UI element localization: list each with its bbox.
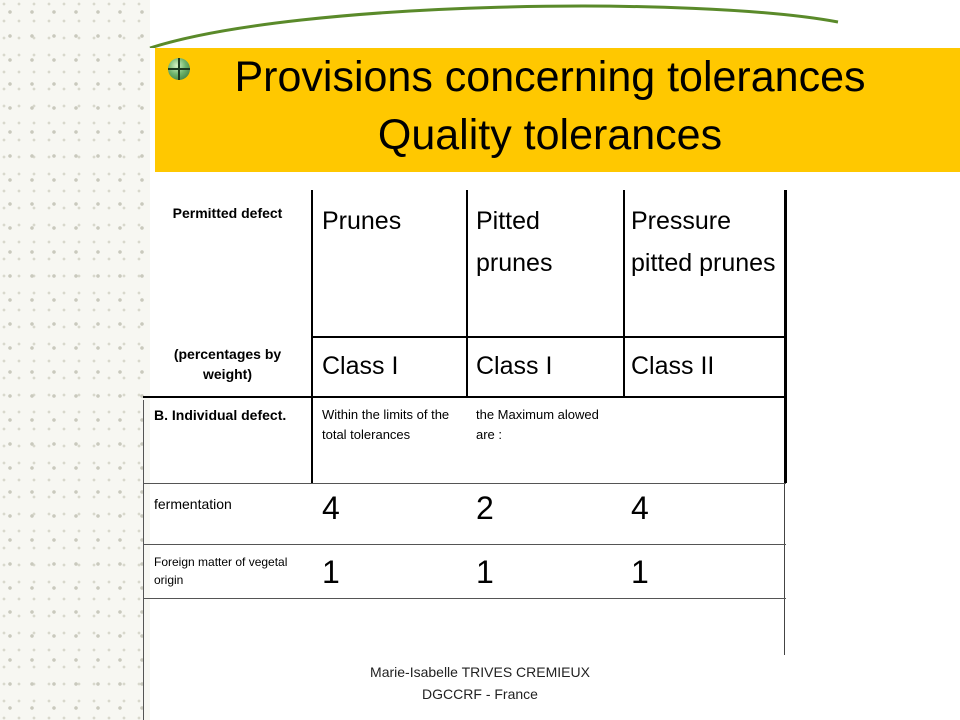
table-line	[623, 190, 625, 397]
section-label: B. Individual defect.	[154, 407, 287, 423]
table-line	[143, 483, 786, 484]
column-header-prunes: Prunes	[322, 207, 402, 235]
title-line-2: Quality tolerances	[377, 111, 723, 159]
section-note-2: the Maximum alowed are :	[476, 407, 599, 442]
section-note-1: Within the limits of the total tolerances	[322, 407, 450, 442]
class-prunes: Class I	[322, 352, 399, 380]
class-pitted-prunes: Class I	[476, 352, 553, 380]
decorative-curve	[0, 0, 960, 48]
footer-author: Marie-Isabelle TRIVES CREMIEUX	[370, 664, 590, 680]
table-line	[313, 336, 786, 338]
table-line	[143, 396, 786, 398]
cell-fermentation-pressure: 4	[631, 490, 649, 526]
cell-fermentation-prunes: 4	[322, 490, 340, 526]
table-line	[143, 544, 786, 545]
column-header-pressure-pitted-prunes: Pressure pitted prunes	[631, 207, 776, 277]
percentages-label: (percentages by weight)	[173, 346, 282, 382]
cell-foreign-pitted: 1	[476, 554, 494, 590]
row-label-foreign-matter: Foreign matter of vegetal origin	[154, 555, 288, 587]
row-label-fermentation: fermentation	[154, 496, 232, 512]
slide-title	[150, 48, 950, 164]
permitted-defect-label: Permitted defect	[172, 205, 283, 221]
table-line	[466, 190, 468, 397]
cell-foreign-pressure: 1	[631, 554, 649, 590]
cell-foreign-prunes: 1	[322, 554, 340, 590]
decorative-pattern-strip	[0, 0, 150, 720]
column-header-pitted-prunes: Pitted prunes	[476, 207, 553, 277]
class-pressure-pitted-prunes: Class II	[631, 352, 715, 380]
footer-organization: DGCCRF - France	[422, 686, 538, 702]
cell-fermentation-pitted: 2	[476, 490, 494, 526]
table-line	[143, 598, 786, 599]
title-line-1: Provisions concerning tolerances	[234, 53, 866, 101]
table-line	[784, 483, 785, 655]
